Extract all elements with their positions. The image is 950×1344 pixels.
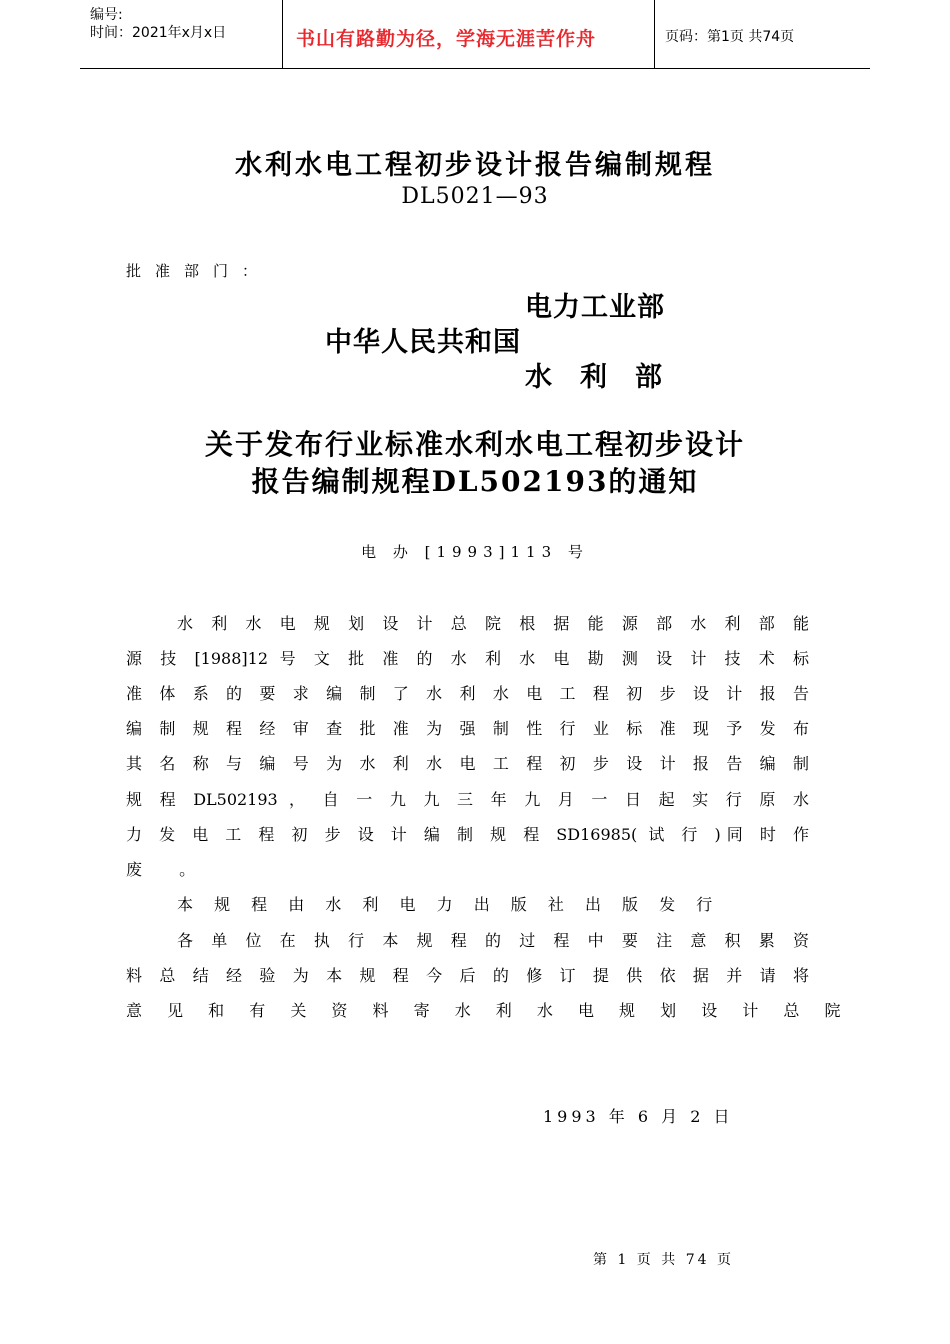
body-line: 规 程 DL502193 ， 自 一 九 九 三 年 九 月 一 日 起 实 行 原 水 xyxy=(126,790,809,809)
body-line: 编 制 规 程 经 审 查 批 准 为 强 制 性 行 业 标 准 现 予 发 布 xyxy=(126,719,809,738)
request-line: 意 见 和 有 关 资 料 寄 水 利 水 电 规 划 设 计 总 院 xyxy=(126,1001,851,1020)
body-line: 废 。 xyxy=(126,860,212,879)
issue-date: 1993 年 6 月 2 日 xyxy=(543,1107,734,1126)
body-line: 其 名 称 与 编 号 为 水 利 水 电 工 程 初 步 设 计 报 告 编 制 xyxy=(126,754,809,773)
body-line: 水 利 水 电 规 划 设 计 总 院 根 据 能 源 部 水 利 部 能 xyxy=(177,614,809,633)
notice-title-line1: 关于发布行业标准水利水电工程初步设计 xyxy=(204,428,745,461)
body-line: 源 技 [1988]12 号 文 批 准 的 水 利 水 电 勘 测 设 计 技 术 标 xyxy=(126,649,809,668)
header-divider xyxy=(282,0,283,68)
department-electric-power: 电力工业部 xyxy=(525,292,665,323)
notice-title-line2: 报告编制规程DL502193的通知 xyxy=(251,465,699,498)
request-line: 料 总 结 经 验 为 本 规 程 今 后 的 修 订 提 供 依 据 并 请 将 xyxy=(126,966,809,985)
page-footer: 第 1 页 共 74 页 xyxy=(593,1252,734,1268)
document-code: DL5021—93 xyxy=(401,184,549,209)
document-title: 水利水电工程初步设计报告编制规程 xyxy=(235,150,715,181)
publish-line: 本 规 程 由 水 利 电 力 出 版 社 出 版 发 行 xyxy=(177,895,721,914)
request-line: 各 单 位 在 执 行 本 规 程 的 过 程 中 要 注 意 积 累 资 xyxy=(177,931,809,950)
department-prc: 中华人民共和国 xyxy=(325,327,521,358)
time-label: 时间：2021年x月x日 xyxy=(90,25,227,41)
header-rule xyxy=(80,68,870,69)
page-info: 页码：第1页 共74页 xyxy=(665,29,795,45)
header-divider xyxy=(654,0,655,68)
number-label: 编号: xyxy=(90,7,123,23)
motto: 书山有路勤为径，学海无涯苦作舟 xyxy=(296,28,597,50)
body-line: 力 发 电 工 程 初 步 设 计 编 制 规 程 SD16985( 试 行 )同 时 作 xyxy=(126,825,809,844)
document-number: 电 办 [1993]113 号 xyxy=(361,543,589,561)
department-water-resources: 水利部 xyxy=(525,362,690,393)
approval-label: 批准部门： xyxy=(126,262,272,280)
body-line: 准 体 系 的 要 求 编 制 了 水 利 水 电 工 程 初 步 设 计 报 告 xyxy=(126,684,809,703)
